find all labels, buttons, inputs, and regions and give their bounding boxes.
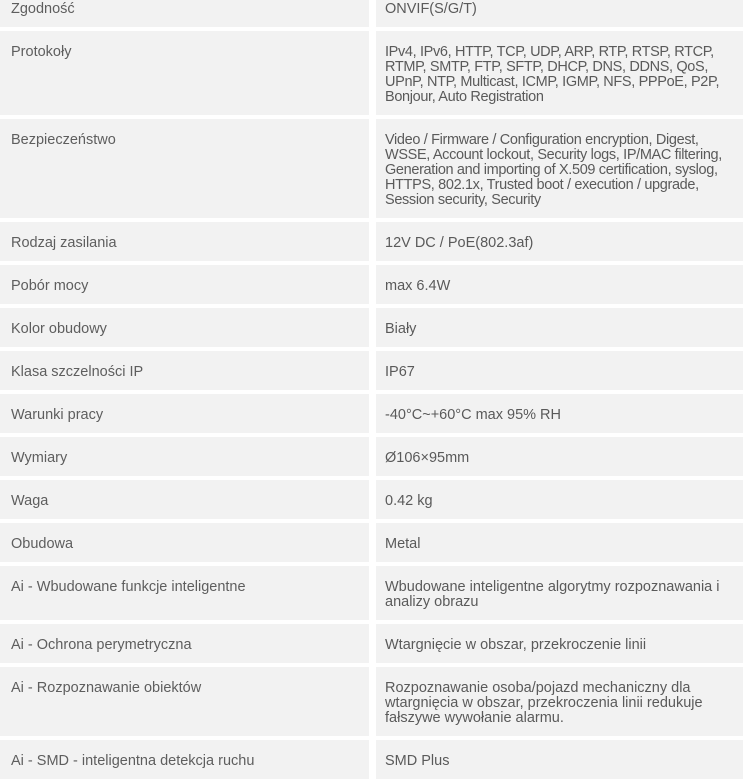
spec-row-housing bbox=[0, 523, 743, 562]
spec-value: SMD Plus bbox=[376, 740, 743, 779]
spec-row-protocols bbox=[0, 31, 743, 115]
spec-value: 0.42 kg bbox=[376, 480, 743, 519]
spec-row-power-type bbox=[0, 222, 743, 261]
spec-value: 12V DC / PoE(802.3af) bbox=[376, 222, 743, 261]
spec-row-ai-smd bbox=[0, 740, 743, 779]
spec-label: Pobór mocy bbox=[0, 265, 369, 304]
spec-row-ai-object-recognition bbox=[0, 667, 743, 736]
spec-row-ai-builtin bbox=[0, 566, 743, 620]
spec-row-ip-rating bbox=[0, 351, 743, 390]
spec-row-power-consumption bbox=[0, 265, 743, 304]
spec-value: max 6.4W bbox=[376, 265, 743, 304]
spec-label: Kolor obudowy bbox=[0, 308, 369, 347]
spec-row-security bbox=[0, 119, 743, 218]
spec-label: Ai - Ochrona perymetryczna bbox=[0, 624, 369, 663]
spec-value: Ø106×95mm bbox=[376, 437, 743, 476]
spec-value: Wtargnięcie w obszar, przekroczenie linii bbox=[376, 624, 743, 663]
spec-label: Klasa szczelności IP bbox=[0, 351, 369, 390]
spec-value: IP67 bbox=[376, 351, 743, 390]
spec-row-housing-color bbox=[0, 308, 743, 347]
spec-label: Ai - Rozpoznawanie obiektów bbox=[0, 667, 369, 736]
spec-label: Rodzaj zasilania bbox=[0, 222, 369, 261]
spec-label: Bezpieczeństwo bbox=[0, 119, 369, 218]
spec-label: Waga bbox=[0, 480, 369, 519]
spec-value: Wbudowane inteligentne algorytmy rozpoznawania i analizy obrazu bbox=[376, 566, 743, 620]
spec-value: Metal bbox=[376, 523, 743, 562]
spec-label: Wymiary bbox=[0, 437, 369, 476]
spec-label: Ai - Wbudowane funkcje inteligentne bbox=[0, 566, 369, 620]
spec-label: Warunki pracy bbox=[0, 394, 369, 433]
spec-label: Protokoły bbox=[0, 31, 369, 115]
spec-label: Ai - SMD - inteligentna detekcja ruchu bbox=[0, 740, 369, 779]
spec-row-dimensions bbox=[0, 437, 743, 476]
spec-value: Video / Firmware / Configuration encryption, Digest, WSSE, Account lockout, Security logs, IP/MAC filtering, Generation and importing of X.509 certification, syslog, HTTPS, 802.1x, Trusted boot / execution / upgrade, Session security, Security bbox=[376, 119, 743, 218]
spec-value: IPv4, IPv6, HTTP, TCP, UDP, ARP, RTP, RTSP, RTCP, RTMP, SMTP, FTP, SFTP, DHCP, DNS, DDNS, QoS, UPnP, NTP, Multicast, ICMP, IGMP, NFS, PPPoE, P2P, Bonjour, Auto Registration bbox=[376, 31, 743, 115]
spec-value: Rozpoznawanie osoba/pojazd mechaniczny dla wtargnięcia w obszar, przekroczenia linii redukuje fałszywe wywołanie alarmu. bbox=[376, 667, 743, 736]
spec-row-compliance bbox=[0, 0, 743, 27]
spec-label: Obudowa bbox=[0, 523, 369, 562]
spec-value: ONVIF(S/G/T) bbox=[376, 0, 743, 27]
spec-value: Biały bbox=[376, 308, 743, 347]
spec-row-operating-conditions bbox=[0, 394, 743, 433]
spec-label: Zgodność bbox=[0, 0, 369, 27]
spec-row-ai-perimeter bbox=[0, 624, 743, 663]
spec-row-weight bbox=[0, 480, 743, 519]
spec-value: -40°C~+60°C max 95% RH bbox=[376, 394, 743, 433]
